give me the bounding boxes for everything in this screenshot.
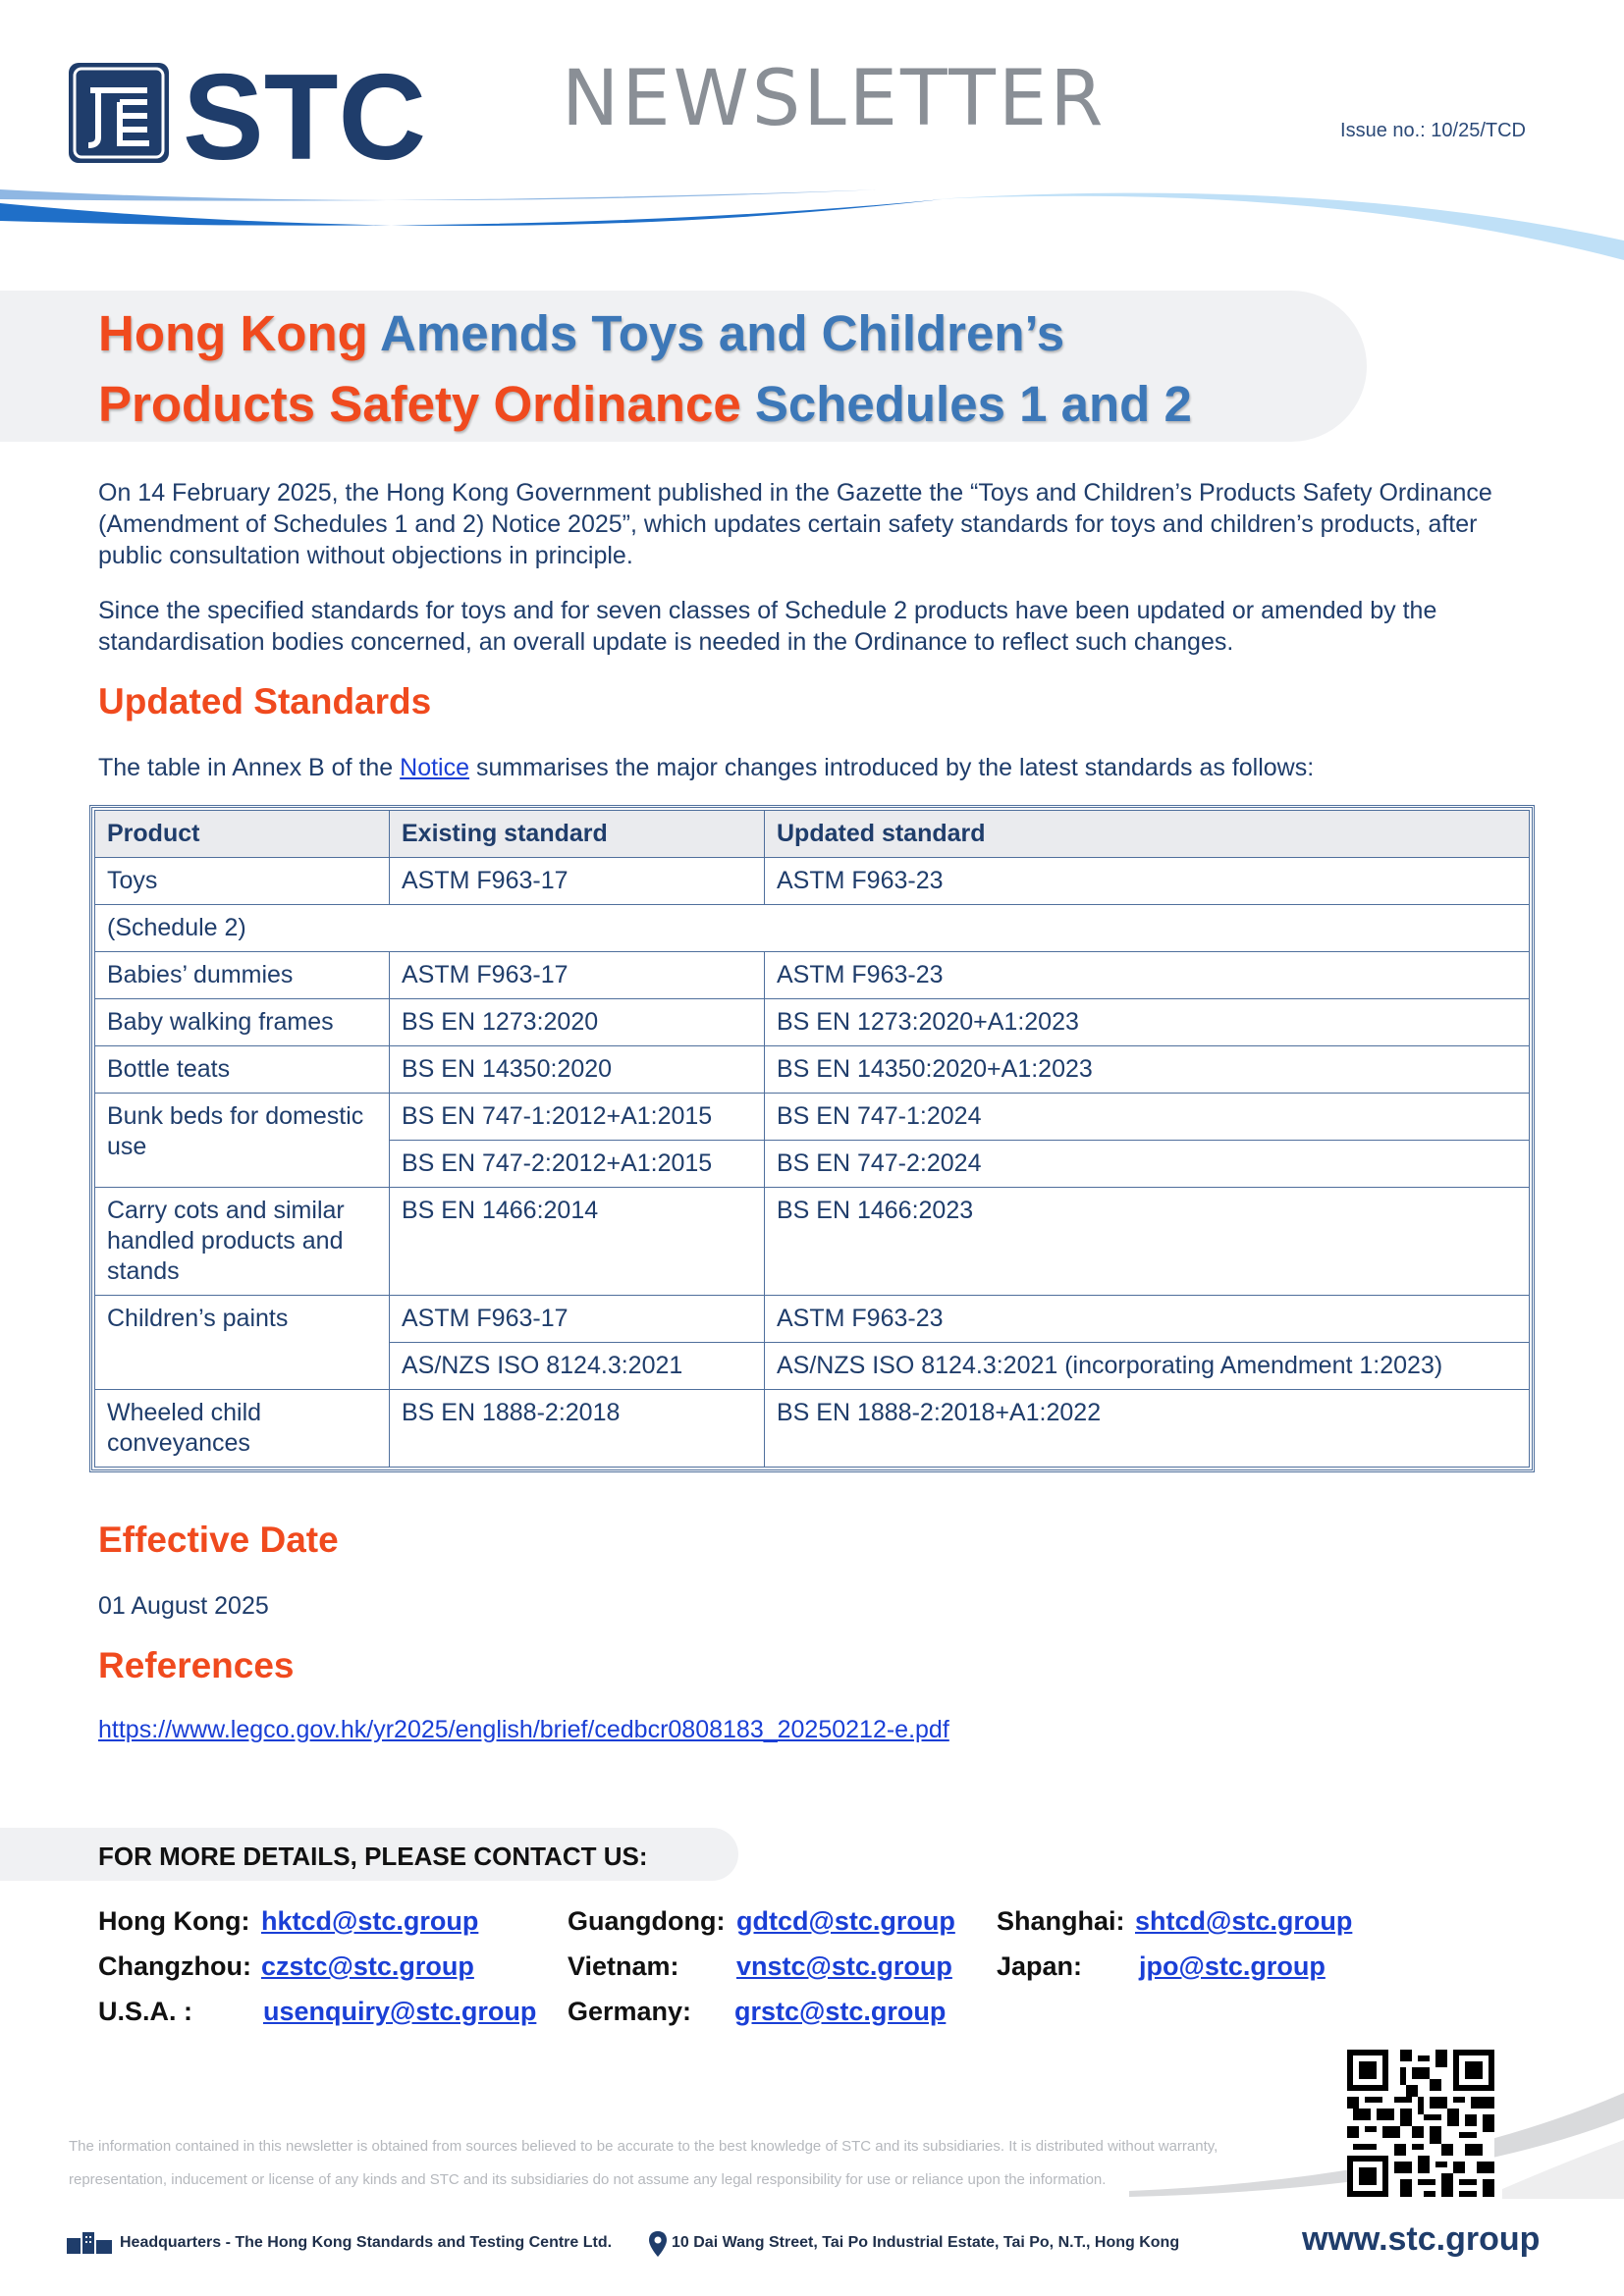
intro-paragraph-2: Since the specified standards for toys and for seven classes of Schedule 2 products have been updated or amended by the standardisation bodies concerned, an overall update is needed in the Ordinance to reflect such changes. [98,597,1437,656]
table-row [95,1296,1530,1343]
disclaimer: The information contained in this newsletter is obtained from sources believed to be accurate to the best knowledge of STC and its subsidiaries. It is distributed without warranty, representation, inducement or license of any kinds and STC and its subsidiaries do not assume any legal responsibility for use or reliance upon the information. [69,2138,1218,2188]
table-row [95,952,1530,999]
references-heading: References [98,1645,295,1685]
logo-text: STC [183,61,426,167]
cell-existing: AS/NZS ISO 8124.3:2021 [390,1343,765,1390]
reference-link[interactable]: https://www.legco.gov.hk/yr2025/english/brief/cedbcr0808183_20250212-e.pdf [98,1716,949,1743]
cell-updated: ASTM F963-23 [765,858,1530,905]
contact-email-guangdong[interactable]: gdtcd@stc.group [736,1906,955,1936]
stc-logo [69,61,461,167]
contact-label-usa: U.S.A. : [98,1997,193,2026]
contact-label-guangdong: Guangdong: [568,1906,726,1936]
table-row [95,1188,1530,1296]
cell-existing: BS EN 1273:2020 [390,999,765,1046]
header-existing: Existing standard [390,811,765,858]
cell-updated: BS EN 1888-2:2018+A1:2022 [765,1390,1530,1468]
contact-label-japan: Japan: [997,1951,1083,1981]
header-product: Product [95,811,390,858]
contact-label-hong-kong: Hong Kong: [98,1906,250,1936]
cell-product: Babies’ dummies [95,952,390,999]
newsletter-heading: NEWSLETTER [562,55,1107,143]
building-icon [65,2228,114,2254]
effective-date-heading: Effective Date [98,1520,339,1560]
issue-number: Issue no.: 10/25/TCD [1340,120,1526,141]
cell-product: Carry cots and similar handled products and stands [95,1188,390,1296]
contact-email-changzhou[interactable]: czstc@stc.group [261,1951,474,1981]
cell-product: Baby walking frames [95,999,390,1046]
title-part-1: Hong Kong [98,305,368,361]
cell-updated: AS/NZS ISO 8124.3:2021 (incorporating Amendment 1:2023) [765,1343,1530,1390]
cell-updated: BS EN 14350:2020+A1:2023 [765,1046,1530,1094]
cell-updated: BS EN 747-2:2024 [765,1141,1530,1188]
cell-product: Bottle teats [95,1046,390,1094]
cell-product: Wheeled child conveyances [95,1390,390,1468]
header-updated: Updated standard [765,811,1530,858]
reference-link-line [98,1714,1532,1745]
cell-existing: BS EN 1888-2:2018 [390,1390,765,1468]
contact-email-usa[interactable]: usenquiry@stc.group [263,1997,537,2026]
contact-email-germany[interactable]: grstc@stc.group [734,1997,947,2026]
qr-code[interactable] [1347,2050,1494,2197]
cell-updated: BS EN 1466:2023 [765,1188,1530,1296]
table-lead-after: summarises the major changes introduced by the latest standards as follows: [469,754,1315,781]
updated-standards-heading: Updated Standards [98,681,432,721]
contact-email-japan[interactable]: jpo@stc.group [1139,1951,1326,1981]
standards-table [89,805,1535,1472]
cell-updated: ASTM F963-23 [765,1296,1530,1343]
table-row [95,999,1530,1046]
contact-email-shanghai[interactable]: shtcd@stc.group [1135,1906,1353,1936]
cell-updated: ASTM F963-23 [765,952,1530,999]
contact-label-vietnam: Vietnam: [568,1951,679,1981]
contact-label-shanghai: Shanghai: [997,1906,1125,1936]
cell-existing: BS EN 747-2:2012+A1:2015 [390,1141,765,1188]
cell-updated: BS EN 1273:2020+A1:2023 [765,999,1530,1046]
table-header-row [95,811,1530,858]
table-row [95,1046,1530,1094]
website-link[interactable]: www.stc.group [1302,2220,1541,2258]
table-lead [98,752,1532,783]
location-pin-icon [648,2230,668,2258]
contact-email-hong-kong[interactable]: hktcd@stc.group [261,1906,479,1936]
cell-schedule-2: (Schedule 2) [95,905,1530,952]
effective-date-value: 01 August 2025 [98,1592,269,1620]
cell-product: Toys [95,858,390,905]
cell-existing: BS EN 747-1:2012+A1:2015 [390,1094,765,1141]
contact-label-germany: Germany: [568,1997,692,2026]
cell-existing: BS EN 14350:2020 [390,1046,765,1094]
table-lead-before: The table in Annex B of the [98,754,401,781]
cell-existing: ASTM F963-17 [390,1296,765,1343]
contact-heading: FOR MORE DETAILS, PLEASE CONTACT US: [98,1842,648,1871]
table-row [95,905,1530,952]
header-swoosh [0,182,1624,260]
contact-email-vietnam[interactable]: vnstc@stc.group [736,1951,952,1981]
contact-label-changzhou: Changzhou: [98,1951,251,1981]
cell-existing: BS EN 1466:2014 [390,1188,765,1296]
title-part-2: Amends Toys and Children’s [367,305,1065,361]
cell-product: Children’s paints [95,1296,390,1390]
title-part-4: Schedules 1 and 2 [740,376,1192,432]
cell-product: Bunk beds for domestic use [95,1094,390,1188]
title-part-3: Products Safety Ordinance [98,376,741,432]
table-row [95,1390,1530,1468]
headquarters-text: Headquarters - The Hong Kong Standards and Testing Centre Ltd. [120,2234,613,2251]
table-row [95,1094,1530,1141]
cell-existing: ASTM F963-17 [390,858,765,905]
intro-paragraph-1: On 14 February 2025, the Hong Kong Government published in the Gazette the “Toys and Children’s Products Safety Ordinance (Amendment of Schedules 1 and 2) Notice 2025”, which updates certain safety standards for toys and children’s products, after public consultation without objections in principle. [98,479,1492,569]
cell-updated: BS EN 747-1:2024 [765,1094,1530,1141]
page-title [98,298,1326,440]
notice-link[interactable]: Notice [400,754,470,781]
table-row [95,858,1530,905]
headquarters-address: 10 Dai Wang Street, Tai Po Industrial Estate, Tai Po, N.T., Hong Kong [672,2234,1180,2251]
cell-existing: ASTM F963-17 [390,952,765,999]
